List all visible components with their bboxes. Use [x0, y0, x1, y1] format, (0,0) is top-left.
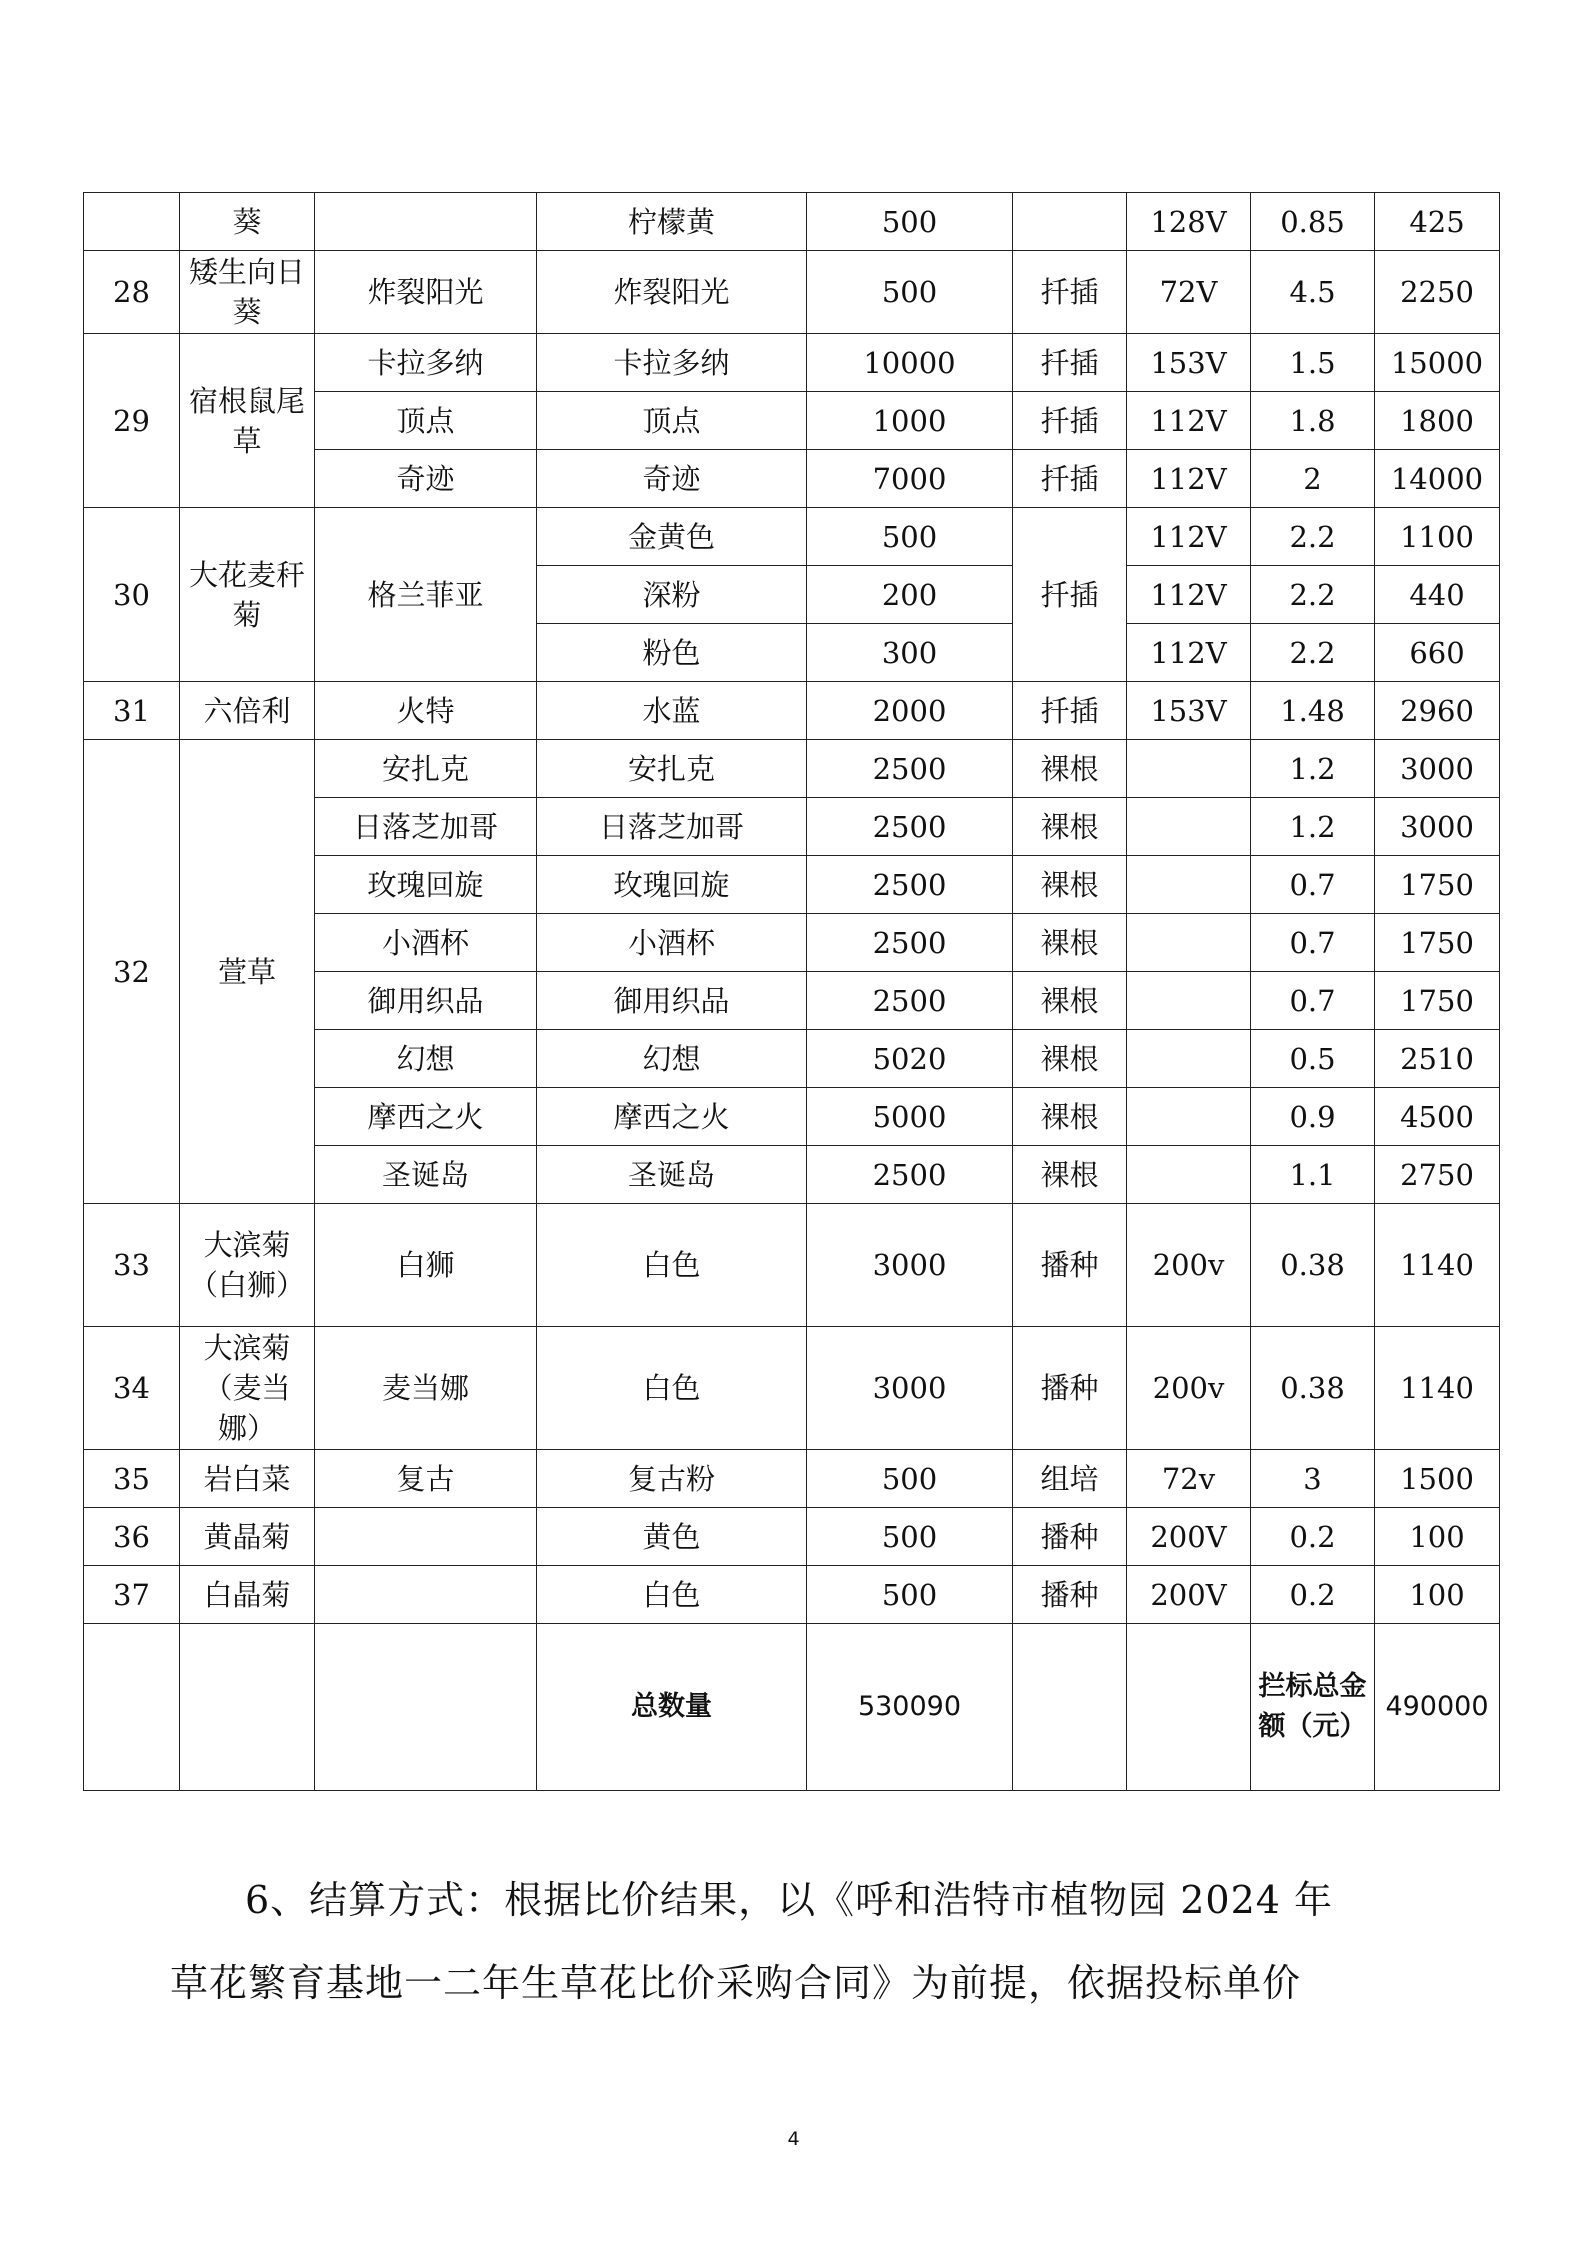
table-row [84, 1566, 1500, 1624]
cell-qty: 2500 [807, 1146, 1013, 1204]
cell-form: 播种 [1013, 1204, 1127, 1327]
cell-name: 大花麦秆菊 [180, 508, 315, 682]
cell-variety: 小酒杯 [315, 914, 537, 972]
cell-amount: 1500 [1375, 1450, 1500, 1508]
cell-amount: 1140 [1375, 1327, 1500, 1450]
cell-spec [1127, 1030, 1251, 1088]
cell-price: 4.5 [1251, 251, 1375, 334]
cell-color: 水蓝 [537, 682, 807, 740]
cell-color: 圣诞岛 [537, 1146, 807, 1204]
cell-amount: 2510 [1375, 1030, 1500, 1088]
cell-form: 扦插 [1013, 334, 1127, 392]
cell-spec: 72v [1127, 1450, 1251, 1508]
cell-color: 卡拉多纳 [537, 334, 807, 392]
cell-spec: 200V [1127, 1508, 1251, 1566]
cell-qty: 500 [807, 251, 1013, 334]
cell-qty: 1000 [807, 392, 1013, 450]
cell-price: 1.1 [1251, 1146, 1375, 1204]
cell-price: 2.2 [1251, 566, 1375, 624]
cell-spec: 153V [1127, 334, 1251, 392]
cell-spec: 112V [1127, 624, 1251, 682]
cell-form: 裸根 [1013, 856, 1127, 914]
cell-color: 安扎克 [537, 740, 807, 798]
plant-procurement-table [83, 192, 1500, 1791]
table-row [84, 1204, 1500, 1327]
cell-variety: 圣诞岛 [315, 1146, 537, 1204]
cell-variety: 幻想 [315, 1030, 537, 1088]
cell-color: 白色 [537, 1204, 807, 1327]
cell-no: 34 [84, 1327, 180, 1450]
cell-qty: 500 [807, 1566, 1013, 1624]
cell-name: 黄晶菊 [180, 1508, 315, 1566]
cell-qty: 300 [807, 624, 1013, 682]
cell-no: 31 [84, 682, 180, 740]
cell-spec: 153V [1127, 682, 1251, 740]
cell-qty: 10000 [807, 334, 1013, 392]
cell-qty: 3000 [807, 1204, 1013, 1327]
cell-no: 30 [84, 508, 180, 682]
cell-variety: 白狮 [315, 1204, 537, 1327]
cell-variety: 顶点 [315, 392, 537, 450]
cell-color: 日落芝加哥 [537, 798, 807, 856]
cell-color: 金黄色 [537, 508, 807, 566]
cell-color: 炸裂阳光 [537, 251, 807, 334]
cell-price: 0.7 [1251, 914, 1375, 972]
cell-variety [315, 1624, 537, 1791]
table-row [84, 1327, 1500, 1450]
cell-price: 1.48 [1251, 682, 1375, 740]
cell-form [1013, 193, 1127, 251]
cell-color: 白色 [537, 1327, 807, 1450]
cell-spec: 72V [1127, 251, 1251, 334]
cell-qty: 5020 [807, 1030, 1013, 1088]
cell-spec [1127, 1624, 1251, 1791]
cell-price: 0.85 [1251, 193, 1375, 251]
cell-amount: 4500 [1375, 1088, 1500, 1146]
cell-variety: 安扎克 [315, 740, 537, 798]
cell-qty: 500 [807, 508, 1013, 566]
cell-form: 播种 [1013, 1327, 1127, 1450]
cell-price: 2.2 [1251, 624, 1375, 682]
cell-variety: 摩西之火 [315, 1088, 537, 1146]
cell-color: 白色 [537, 1566, 807, 1624]
cell-price: 1.2 [1251, 740, 1375, 798]
cell-no: 35 [84, 1450, 180, 1508]
cell-qty: 200 [807, 566, 1013, 624]
table-row [84, 193, 1500, 251]
cell-amount: 100 [1375, 1508, 1500, 1566]
cell-spec: 112V [1127, 392, 1251, 450]
cell-qty: 3000 [807, 1327, 1013, 1450]
cell-form: 裸根 [1013, 1146, 1127, 1204]
cell-color: 玫瑰回旋 [537, 856, 807, 914]
cell-spec: 128V [1127, 193, 1251, 251]
cell-no: 28 [84, 251, 180, 334]
cell-form: 裸根 [1013, 1088, 1127, 1146]
cell-color: 奇迹 [537, 450, 807, 508]
cell-variety [315, 1566, 537, 1624]
cell-qty: 500 [807, 193, 1013, 251]
cell-form: 播种 [1013, 1508, 1127, 1566]
cell-spec: 200V [1127, 1566, 1251, 1624]
cell-price: 0.38 [1251, 1204, 1375, 1327]
cell-spec: 112V [1127, 450, 1251, 508]
cell-spec: 112V [1127, 566, 1251, 624]
cell-spec [1127, 798, 1251, 856]
cell-no: 36 [84, 1508, 180, 1566]
cell-form: 组培 [1013, 1450, 1127, 1508]
cell-amount: 1750 [1375, 856, 1500, 914]
cell-amount: 2960 [1375, 682, 1500, 740]
cell-form: 裸根 [1013, 740, 1127, 798]
cell-qty: 2500 [807, 856, 1013, 914]
cell-name: 矮生向日葵 [180, 251, 315, 334]
total-row [84, 1624, 1500, 1791]
cell-amount: 425 [1375, 193, 1500, 251]
cell-qty: 7000 [807, 450, 1013, 508]
cell-amount: 15000 [1375, 334, 1500, 392]
cell-color: 复古粉 [537, 1450, 807, 1508]
cell-form [1013, 1624, 1127, 1791]
cell-color: 顶点 [537, 392, 807, 450]
cell-spec [1127, 740, 1251, 798]
cell-form: 扦插 [1013, 450, 1127, 508]
cell-amount: 100 [1375, 1566, 1500, 1624]
cell-form: 裸根 [1013, 914, 1127, 972]
cell-no [84, 193, 180, 251]
cell-variety: 玫瑰回旋 [315, 856, 537, 914]
cell-name: 白晶菊 [180, 1566, 315, 1624]
settlement-paragraph-line-1: 6、结算方式：根据比价结果，以《呼和浩特市植物园 2024 年 [245, 1878, 1334, 1922]
cell-form: 扦插 [1013, 392, 1127, 450]
total-quantity-value: 530090 [807, 1624, 1013, 1791]
cell-variety: 格兰菲亚 [315, 508, 537, 682]
cell-variety: 复古 [315, 1450, 537, 1508]
cell-color: 小酒杯 [537, 914, 807, 972]
cell-spec: 112V [1127, 508, 1251, 566]
cell-variety: 御用织品 [315, 972, 537, 1030]
cell-no: 32 [84, 740, 180, 1204]
cell-amount: 660 [1375, 624, 1500, 682]
cell-price: 3 [1251, 1450, 1375, 1508]
cell-no [84, 1624, 180, 1791]
cell-price: 2.2 [1251, 508, 1375, 566]
total-quantity-label: 总数量 [537, 1624, 807, 1791]
cell-form: 裸根 [1013, 798, 1127, 856]
cell-spec [1127, 1146, 1251, 1204]
cell-spec [1127, 972, 1251, 1030]
cell-qty: 2500 [807, 914, 1013, 972]
table-row [84, 1450, 1500, 1508]
table-row [84, 1508, 1500, 1566]
cell-name: 大滨菊（麦当娜） [180, 1327, 315, 1450]
cell-variety: 卡拉多纳 [315, 334, 537, 392]
cell-amount: 1140 [1375, 1204, 1500, 1327]
cell-variety [315, 193, 537, 251]
table-row [84, 740, 1500, 798]
cell-name: 岩白菜 [180, 1450, 315, 1508]
cell-price: 0.7 [1251, 856, 1375, 914]
cell-amount: 3000 [1375, 798, 1500, 856]
page-number: 4 [787, 2128, 800, 2150]
cell-amount: 2750 [1375, 1146, 1500, 1204]
cell-color: 御用织品 [537, 972, 807, 1030]
cell-no: 29 [84, 334, 180, 508]
cell-name: 大滨菊（白狮） [180, 1204, 315, 1327]
cell-qty: 500 [807, 1508, 1013, 1566]
cell-variety: 日落芝加哥 [315, 798, 537, 856]
cell-amount: 3000 [1375, 740, 1500, 798]
cell-name: 宿根鼠尾草 [180, 334, 315, 508]
cell-spec [1127, 914, 1251, 972]
cell-qty: 2500 [807, 740, 1013, 798]
cell-qty: 2000 [807, 682, 1013, 740]
cell-variety: 麦当娜 [315, 1327, 537, 1450]
cell-price: 1.5 [1251, 334, 1375, 392]
cell-amount: 2250 [1375, 251, 1500, 334]
cell-price: 0.9 [1251, 1088, 1375, 1146]
cell-variety: 炸裂阳光 [315, 251, 537, 334]
cell-color: 深粉 [537, 566, 807, 624]
settlement-paragraph-line-2: 草花繁育基地一二年生草花比价采购合同》为前提，依据投标单价 [170, 1961, 1302, 2005]
cell-price: 0.2 [1251, 1508, 1375, 1566]
cell-amount: 1800 [1375, 392, 1500, 450]
cell-amount: 14000 [1375, 450, 1500, 508]
table-row [84, 334, 1500, 392]
table-row [84, 508, 1500, 566]
table-row [84, 682, 1500, 740]
cell-amount: 1750 [1375, 972, 1500, 1030]
cell-spec [1127, 1088, 1251, 1146]
cell-price: 0.2 [1251, 1566, 1375, 1624]
cell-price: 0.5 [1251, 1030, 1375, 1088]
cell-variety: 奇迹 [315, 450, 537, 508]
cell-color: 柠檬黄 [537, 193, 807, 251]
cell-price: 1.8 [1251, 392, 1375, 450]
cell-qty: 500 [807, 1450, 1013, 1508]
cell-amount: 1750 [1375, 914, 1500, 972]
cell-price: 0.38 [1251, 1327, 1375, 1450]
cell-spec: 200v [1127, 1204, 1251, 1327]
cell-color: 摩西之火 [537, 1088, 807, 1146]
cell-form: 扦插 [1013, 682, 1127, 740]
cell-price: 0.7 [1251, 972, 1375, 1030]
cell-amount: 440 [1375, 566, 1500, 624]
cell-name [180, 1624, 315, 1791]
cell-form: 播种 [1013, 1566, 1127, 1624]
cell-form: 裸根 [1013, 1030, 1127, 1088]
cell-no: 33 [84, 1204, 180, 1327]
cell-spec: 200v [1127, 1327, 1251, 1450]
cell-color: 粉色 [537, 624, 807, 682]
cell-amount: 1100 [1375, 508, 1500, 566]
cell-price: 2 [1251, 450, 1375, 508]
cell-form: 裸根 [1013, 972, 1127, 1030]
cell-spec [1127, 856, 1251, 914]
cap-amount-value: 490000 [1375, 1624, 1500, 1791]
cell-variety [315, 1508, 537, 1566]
cell-name: 萱草 [180, 740, 315, 1204]
cell-name: 六倍利 [180, 682, 315, 740]
cell-color: 幻想 [537, 1030, 807, 1088]
cell-no: 37 [84, 1566, 180, 1624]
cell-variety: 火特 [315, 682, 537, 740]
cell-qty: 2500 [807, 798, 1013, 856]
cell-name: 葵 [180, 193, 315, 251]
cell-price: 1.2 [1251, 798, 1375, 856]
cap-amount-label: 拦标总金额（元） [1251, 1624, 1375, 1791]
cell-form: 扦插 [1013, 508, 1127, 682]
cell-qty: 2500 [807, 972, 1013, 1030]
table-row [84, 251, 1500, 334]
cell-qty: 5000 [807, 1088, 1013, 1146]
cell-form: 扦插 [1013, 251, 1127, 334]
cell-color: 黄色 [537, 1508, 807, 1566]
